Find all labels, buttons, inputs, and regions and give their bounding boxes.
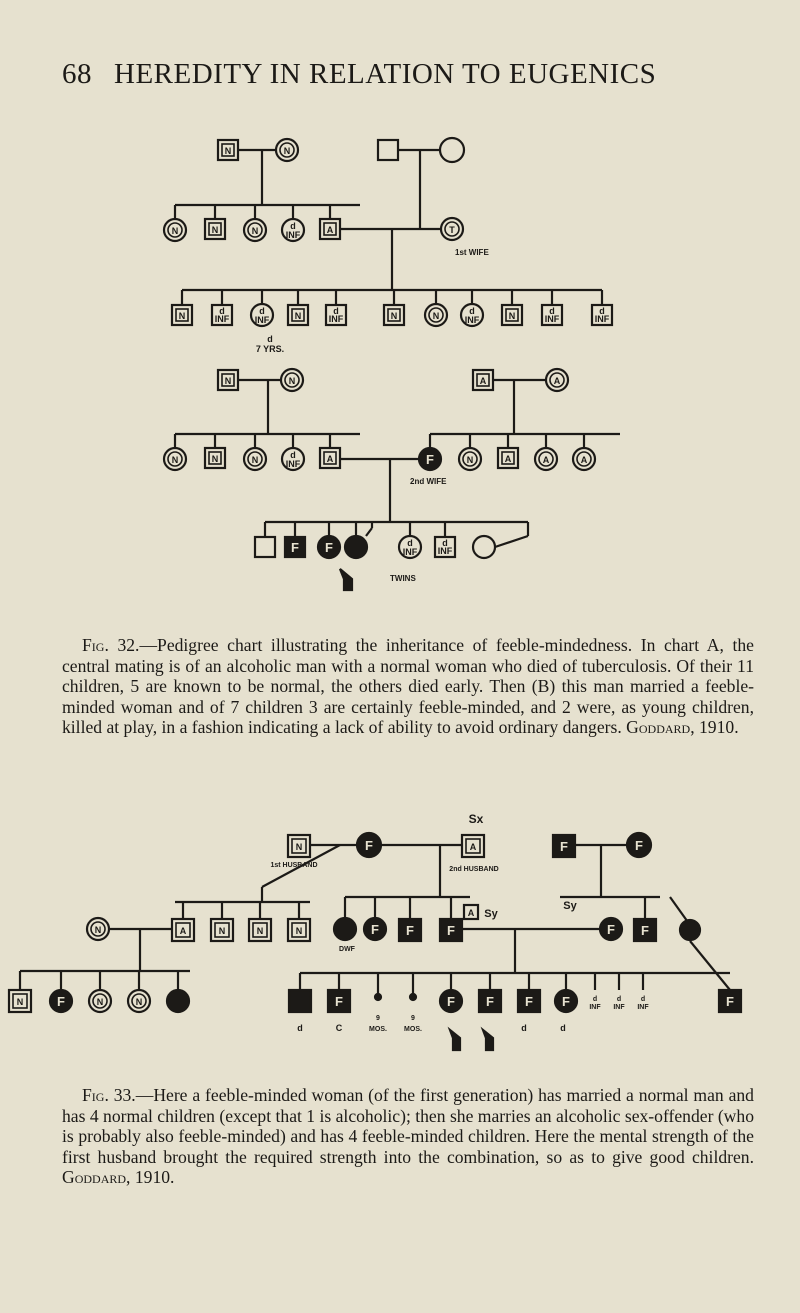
g3r-2: F (335, 994, 343, 1009)
fuc4-n: N (295, 926, 303, 936)
pedigree-mark (289, 990, 311, 1012)
gen3-c2-d: d (219, 306, 225, 316)
gen3-c2-inf: INF (214, 314, 230, 324)
g3r-3-9: 9 (376, 1015, 380, 1022)
b-f-label: N (288, 376, 296, 386)
first-husband-label: 1st HUSBAND (270, 862, 318, 869)
g3r-4-mos: MOS. (404, 1026, 422, 1033)
g3l-1: N (16, 997, 24, 1007)
g3r-4-9: 9 (411, 1015, 415, 1022)
gen2-died-label: d (290, 221, 296, 231)
b-fa-label: A (553, 376, 561, 386)
gen2-f1-label: N (171, 226, 179, 236)
gen1-left-couple (218, 139, 298, 205)
pedigree-mark (167, 990, 189, 1012)
suc2-f: F (371, 922, 379, 937)
b-ma-label: A (479, 376, 487, 386)
g3r-1-d: d (297, 1023, 303, 1033)
b-child-1 (255, 537, 275, 557)
pedigree-mark (690, 941, 730, 990)
gen3-c9-label: N (508, 311, 516, 321)
gen3-c3-d: d (259, 306, 265, 316)
g3r-6: F (486, 994, 494, 1009)
fuc2-n: N (218, 926, 226, 936)
b-r3-label: A (504, 454, 512, 464)
pedigree-mark (495, 536, 528, 547)
sy-label-1: Sy (484, 908, 498, 920)
fig33-caption (62, 1085, 754, 1188)
g3r-11-d: d (640, 996, 646, 1003)
gen3-c3-inf: INF (254, 315, 270, 325)
fig32-author: Goddard (626, 717, 691, 737)
fig32-caption (62, 635, 754, 738)
killed-marker-2 (483, 1030, 493, 1050)
b-child-7 (473, 536, 495, 558)
b-gen3-children (255, 522, 528, 558)
gen3-c6-label: N (390, 311, 398, 321)
second-union-child-1 (334, 918, 356, 940)
b-alc-label: A (326, 454, 334, 464)
gen3-c5-inf: INF (328, 314, 344, 324)
g3r-7-d: d (521, 1023, 527, 1033)
sy-label-2: Sy (563, 900, 577, 912)
g2rm-f: F (641, 923, 649, 938)
g2w-n: N (94, 925, 102, 935)
gen2-alcoholic-label: A (326, 225, 334, 235)
gen3-c4-label: N (294, 311, 302, 321)
b-c5-inf: INF (402, 547, 418, 557)
gen2-m1-label: N (211, 225, 219, 235)
b-r5-label: A (580, 455, 588, 465)
b-gen2-left-siblings (164, 434, 340, 470)
gen1-right-couple (378, 138, 464, 205)
pedigree-mark (410, 994, 416, 1000)
b-s1-label: N (171, 455, 179, 465)
page-number: 68 (62, 58, 92, 90)
g3r-9-d: d (592, 996, 598, 1003)
gen3-c8-d: d (469, 306, 475, 316)
pedigree-mark (375, 994, 381, 1000)
sx-label: Sx (468, 812, 484, 826)
pedigree-mark (366, 528, 372, 536)
gen3-c1-label: N (178, 311, 186, 321)
gen3-c5-d: d (333, 306, 339, 316)
g3l-3: N (96, 997, 104, 1007)
g3l-2: F (57, 994, 65, 1009)
h1-n: N (295, 842, 303, 852)
gen3-c8-inf: INF (464, 315, 480, 325)
fig33-label: Fig. 33. (82, 1085, 136, 1105)
b-c2-f: F (291, 540, 299, 555)
twins-label: TWINS (390, 574, 416, 583)
h2-a: A (469, 842, 477, 852)
gen3-c11-inf: INF (594, 314, 610, 324)
b-c3-f: F (325, 540, 333, 555)
b-m-label: N (224, 376, 232, 386)
fig33-text: —Here a feeble-minded woman (of the first generation) has married a normal man and has 4 normal children (except that 1 is alcoholic); then she marries an alcoholic sex-offender (who is probably also feeble-minded) and has 4 feeble-minded children. Here the mental strength of the first husband brought the required strength into the combination, so as to give good children. (62, 1085, 754, 1167)
g3r-5: F (447, 994, 455, 1009)
fm-woman-f: F (365, 838, 373, 853)
gen2-f2-label: N (251, 226, 259, 236)
rcm-f: F (560, 839, 568, 854)
b-s2-label: N (211, 454, 219, 464)
b-c6-inf: INF (437, 546, 453, 556)
fig32-year: , 1910. (690, 717, 739, 737)
gen3-c10-inf: INF (544, 314, 560, 324)
killed-marker (340, 569, 352, 590)
fig33-year: , 1910. (126, 1167, 175, 1187)
g3r-10-inf: INF (613, 1004, 625, 1011)
gen3-c10-d: d (549, 306, 555, 316)
suc-a: A (467, 908, 475, 918)
b-gen2-right-siblings (419, 434, 595, 470)
chart-b-right-couple (473, 369, 568, 434)
running-title: HEREDITY IN RELATION TO EUGENICS (114, 58, 657, 90)
dwf-label: DWF (339, 946, 355, 953)
first-wife-label: 1st WIFE (455, 248, 489, 257)
pedigree-chart-fig33 (0, 805, 800, 1070)
g3r-11-inf: INF (637, 1004, 649, 1011)
gen2-right-female-2 (680, 920, 700, 940)
g3r-9-inf: INF (589, 1004, 601, 1011)
b-child-4-twin (345, 536, 367, 558)
second-wife-f-label: F (426, 452, 434, 467)
gen3-c7-label: N (432, 311, 440, 321)
gen1-right-female (440, 138, 464, 162)
gen1-female-label: N (283, 146, 291, 156)
gen2-inf-label: INF (285, 230, 301, 240)
g3r-2-c: C (335, 1023, 343, 1033)
fig32-text: —Pedigree chart illustrating the inheritance of feeble-mindedness. In chart A, the central mating is of an alcoholic man with a normal woman who died of tuberculosis. Of their 11 children, 5 are known to be normal, the others died early. Then (B) this man married a feeble-minded woman and of 7 children 3 are certainly feeble-minded, and 2 were, as young children, killed at play, in a fashion indicating a lack of ability to avoid ordinary dangers. (62, 635, 754, 737)
g2rf-f: F (607, 922, 615, 937)
first-wife-t-label: T (449, 225, 455, 235)
fig33-author: Goddard (62, 1167, 127, 1187)
b-c5-d: d (407, 538, 413, 548)
b-r2-label: N (466, 455, 474, 465)
second-husband-label: 2nd HUSBAND (449, 866, 499, 873)
gen3-c11-d: d (599, 306, 605, 316)
fig32-label: Fig. 32. (82, 635, 140, 655)
g3r-8: F (562, 994, 570, 1009)
suc3-f: F (406, 923, 414, 938)
g3l-4: N (135, 997, 143, 1007)
page-header (62, 58, 762, 91)
gen1-male-label: N (224, 146, 232, 156)
g3r-7: F (525, 994, 533, 1009)
suc4-f: F (447, 923, 455, 938)
rcf-f: F (635, 838, 643, 853)
second-wife-label: 2nd WIFE (410, 477, 447, 486)
b-r4-label: A (542, 455, 550, 465)
gen3-children (172, 290, 612, 354)
g3r-3-mos: MOS. (369, 1026, 387, 1033)
gen1-right-male (378, 140, 398, 160)
fuc3-n: N (256, 926, 264, 936)
killed-marker-1 (450, 1030, 460, 1050)
fuc-a: A (179, 926, 187, 936)
g3r-10-d: d (616, 996, 622, 1003)
b-s4-d: d (290, 450, 296, 460)
g3r-12: F (726, 994, 734, 1009)
gen2-siblings (164, 205, 340, 241)
b-s3-label: N (251, 455, 259, 465)
b-s4-inf: INF (285, 459, 301, 469)
gen3-c3-died: d (267, 334, 273, 344)
gen3-age-label: 7 YRS. (255, 344, 285, 354)
g3r-8-d: d (560, 1023, 566, 1033)
b-c6-d: d (442, 538, 448, 548)
pedigree-chart-fig32 (0, 130, 800, 610)
chart-b-left-couple (218, 369, 303, 434)
